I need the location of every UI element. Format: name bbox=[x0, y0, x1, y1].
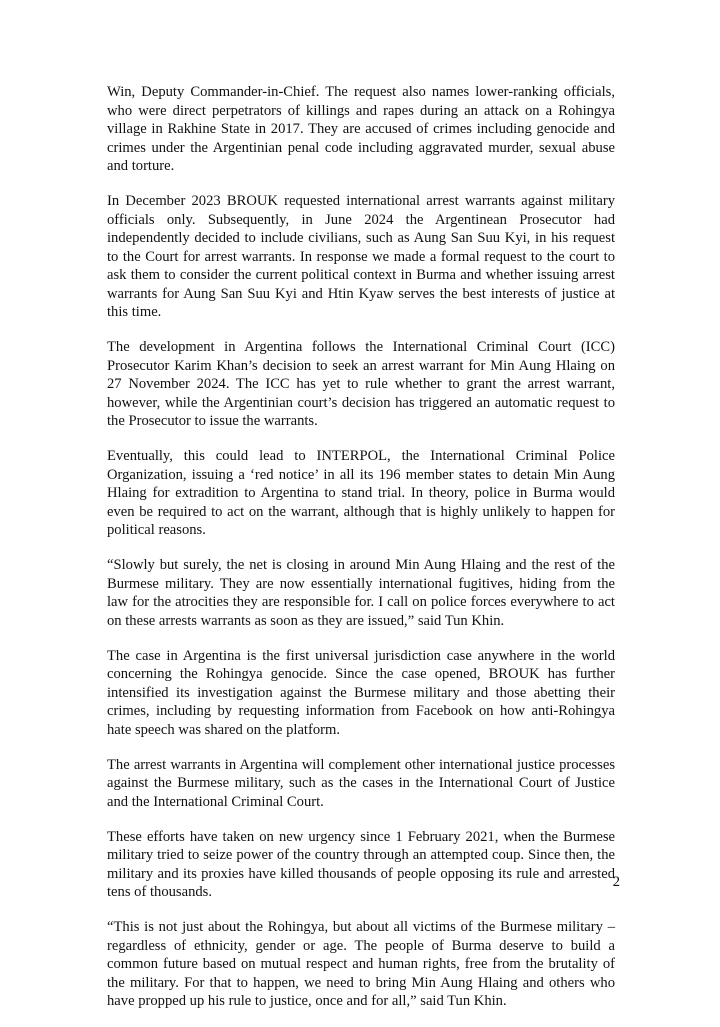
paragraph: The case in Argentina is the first universal jurisdiction case anywhere in the world concerning the Rohingya genocide. Since the case opened, BROUK has further intensified its investigation against the Burmese military and those abetting their crimes, including by requesting information from Facebook on how anti-Rohingya hate speech was shared on the platform. bbox=[107, 647, 615, 738]
document-body bbox=[107, 83, 615, 1027]
paragraph: These efforts have taken on new urgency since 1 February 2021, when the Burmese military tried to seize power of the country through an attempted coup. Since then, the military and its proxies have killed thousands of people opposing its rule and arrested tens of thousands. bbox=[107, 828, 615, 900]
paragraph: Win, Deputy Commander-in-Chief. The request also names lower-ranking officials, who were direct perpetrators of killings and rapes during an attack on a Rohingya village in Rakhine State in 2017. They are accused of crimes including genocide and crimes under the Argentinian penal code including aggravated murder, sexual abuse and torture. bbox=[107, 84, 615, 174]
paragraph: The arrest warrants in Argentina will complement other international justice processes against the Burmese military, such as the cases in the International Court of Justice and the International Criminal Court. bbox=[107, 756, 615, 810]
paragraph: “This is not just about the Rohingya, but about all victims of the Burmese military – regardless of ethnicity, gender or age. The people of Burma deserve to build a common future based on mutual respect and human rights, free from the brutality of the military. For that to happen, we need to bring Min Aung Hlaing and others who have propped up his rule to justice, once and for all,” said Tun Khin. bbox=[107, 919, 615, 1009]
paragraph: “Slowly but surely, the net is closing in around Min Aung Hlaing and the rest of the Burmese military. They are now essentially international fugitives, hiding from the law for the atrocities they are responsible for. I call on police forces everywhere to act on these arrests warrants as soon as they are issued,” said Tun Khin. bbox=[107, 557, 615, 629]
paragraph: Eventually, this could lead to INTERPOL, the International Criminal Police Organization, issuing a ‘red notice’ in all its 196 member states to detain Min Aung Hlaing for extradition to Argentina to stand trial. In theory, police in Burma would even be required to act on the warrant, although that is highly unlikely to happen for political reasons. bbox=[107, 448, 615, 538]
paragraph: In December 2023 BROUK requested international arrest warrants against military officials only. Subsequently, in June 2024 the Argentinean Prosecutor had independently decided to include civilians, such as Aung San Suu Kyi, in his request to the Court for arrest warrants. In response we made a formal request to the court to ask them to consider the current political context in Burma and whether issuing arrest warrants for Aung San Suu Kyi and Htin Kyaw serves the best interests of justice at this time. bbox=[107, 193, 615, 320]
page-number: 2 bbox=[612, 874, 620, 890]
paragraph: The development in Argentina follows the International Criminal Court (ICC) Prosecutor Karim Khan’s decision to seek an arrest warrant for Min Aung Hlaing on 27 November 2024. The ICC has yet to rule whether to grant the arrest warrant, however, while the Argentinian court’s decision has triggered an automatic request to the Prosecutor to issue the warrants. bbox=[107, 339, 615, 429]
